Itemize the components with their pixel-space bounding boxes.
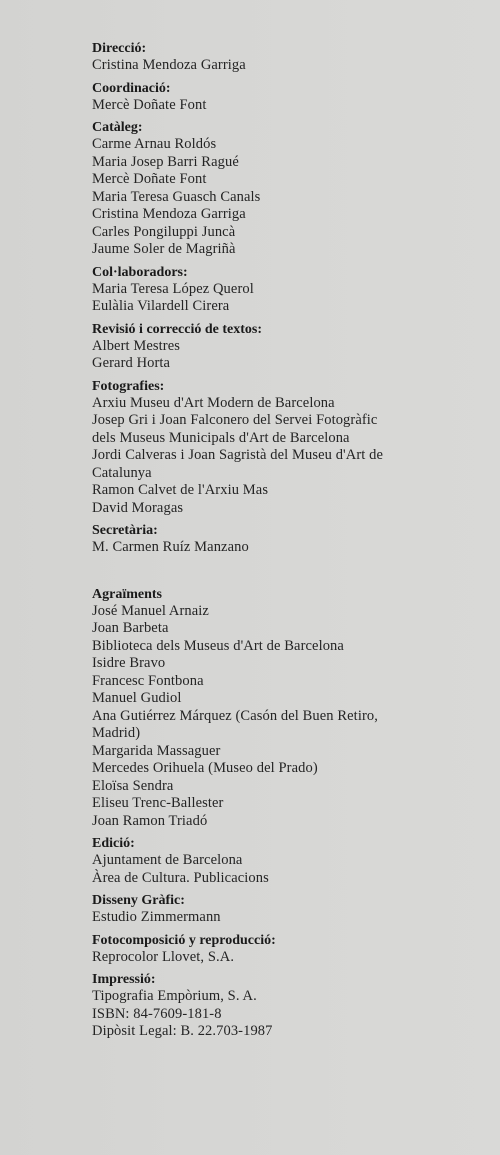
credit-line: Maria Josep Barri Ragué	[92, 153, 239, 170]
credit-line: Mercedes Orihuela (Museo del Prado)	[92, 760, 318, 776]
section-secretaria	[92, 523, 492, 557]
credit-line: Eloïsa Sendra	[92, 777, 174, 794]
section-heading: Fotocomposició y reproducció:	[92, 932, 276, 948]
credit-line: Catalunya	[92, 464, 152, 481]
credit-line: Dipòsit Legal: B. 22.703-1987	[92, 1023, 273, 1039]
credit-line: Mercè Doñate Font	[92, 171, 207, 187]
credit-line: David Moragas	[92, 499, 184, 516]
credit-line: Cristina Mendoza Garriga	[92, 57, 246, 73]
credit-line: Eliseu Trenc-Ballester	[92, 795, 224, 811]
credit-line: Isidre Bravo	[92, 655, 166, 671]
credit-line: Biblioteca dels Museus d'Art de Barcelona	[92, 637, 344, 654]
credit-line: Francesc Fontbona	[92, 672, 204, 689]
credit-line: Josep Gri i Joan Falconero del Servei Fotogràfic	[92, 412, 378, 428]
credit-line: Jaume Soler de Magriñà	[92, 241, 236, 257]
credit-line: M. Carmen Ruíz Manzano	[92, 539, 249, 555]
section-heading: Direcció:	[92, 41, 147, 56]
section-heading: Coordinació:	[92, 80, 171, 96]
credit-line: Arxiu Museu d'Art Modern de Barcelona	[92, 394, 335, 411]
section-heading: Disseny Gràfic:	[92, 893, 185, 908]
section-coordinacio	[92, 81, 492, 115]
credit-line: Mercè Doñate Font	[92, 96, 207, 113]
section-heading: Edició:	[92, 836, 135, 851]
credit-line: Gerard Horta	[92, 355, 171, 371]
section-heading: Col·laboradors:	[92, 264, 188, 280]
section-heading: Agraïments	[92, 586, 162, 602]
credit-line: Margarida Massaguer	[92, 742, 221, 759]
section-col-laboradors	[92, 265, 492, 316]
credit-line: Àrea de Cultura. Publicacions	[92, 869, 269, 886]
credit-line: Ana Gutiérrez Márquez (Casón del Buen Retiro,	[92, 707, 378, 724]
credit-line: Ramon Calvet de l'Arxiu Mas	[92, 482, 269, 498]
credit-line: Maria Teresa López Querol	[92, 280, 254, 297]
section-heading: Impressió:	[92, 972, 156, 987]
credit-line: Carme Arnau Roldós	[92, 136, 217, 152]
credit-line: José Manuel Arnaiz	[92, 602, 209, 619]
credit-line: Estudio Zimmermann	[92, 909, 221, 925]
credit-line: Ajuntament de Barcelona	[92, 852, 243, 868]
section-heading: Revisió i correcció de textos:	[92, 321, 263, 337]
section-agraiments	[92, 587, 492, 831]
credit-line: dels Museus Municipals d'Art de Barcelona	[92, 429, 350, 446]
section-heading: Fotografies:	[92, 378, 165, 394]
credit-line: Albert Mestres	[92, 337, 180, 354]
section-disseny-grafic	[92, 893, 492, 927]
section-cataleg	[92, 120, 492, 259]
credit-line: Tipografia Empòrium, S. A.	[92, 988, 257, 1004]
credit-line: Maria Teresa Guasch Canals	[92, 188, 261, 205]
section-heading: Secretària:	[92, 523, 158, 538]
credit-line: Madrid)	[92, 725, 141, 741]
credit-line: Carles Pongiluppi Juncà	[92, 223, 236, 240]
section-heading: Catàleg:	[92, 120, 143, 135]
credit-line: Reprocolor Llovet, S.A.	[92, 948, 235, 965]
section-fotografies	[92, 379, 492, 518]
credit-line: Cristina Mendoza Garriga	[92, 206, 246, 222]
credit-line: Eulàlia Vilardell Cirera	[92, 298, 230, 314]
credit-line: Manuel Gudiol	[92, 690, 182, 706]
credit-line: Jordi Calveras i Joan Sagristà del Museu d'Art de	[92, 447, 384, 463]
section-revisio	[92, 322, 492, 373]
section-edicio	[92, 836, 492, 887]
section-fotocomposicio	[92, 933, 492, 967]
section-impressio	[92, 972, 492, 1041]
credit-line: ISBN: 84-7609-181-8	[92, 1005, 222, 1022]
credit-line: Joan Ramon Triadó	[92, 812, 208, 829]
credit-line: Joan Barbeta	[92, 620, 169, 636]
section-direccio	[92, 41, 492, 75]
credits-list	[92, 41, 492, 1047]
